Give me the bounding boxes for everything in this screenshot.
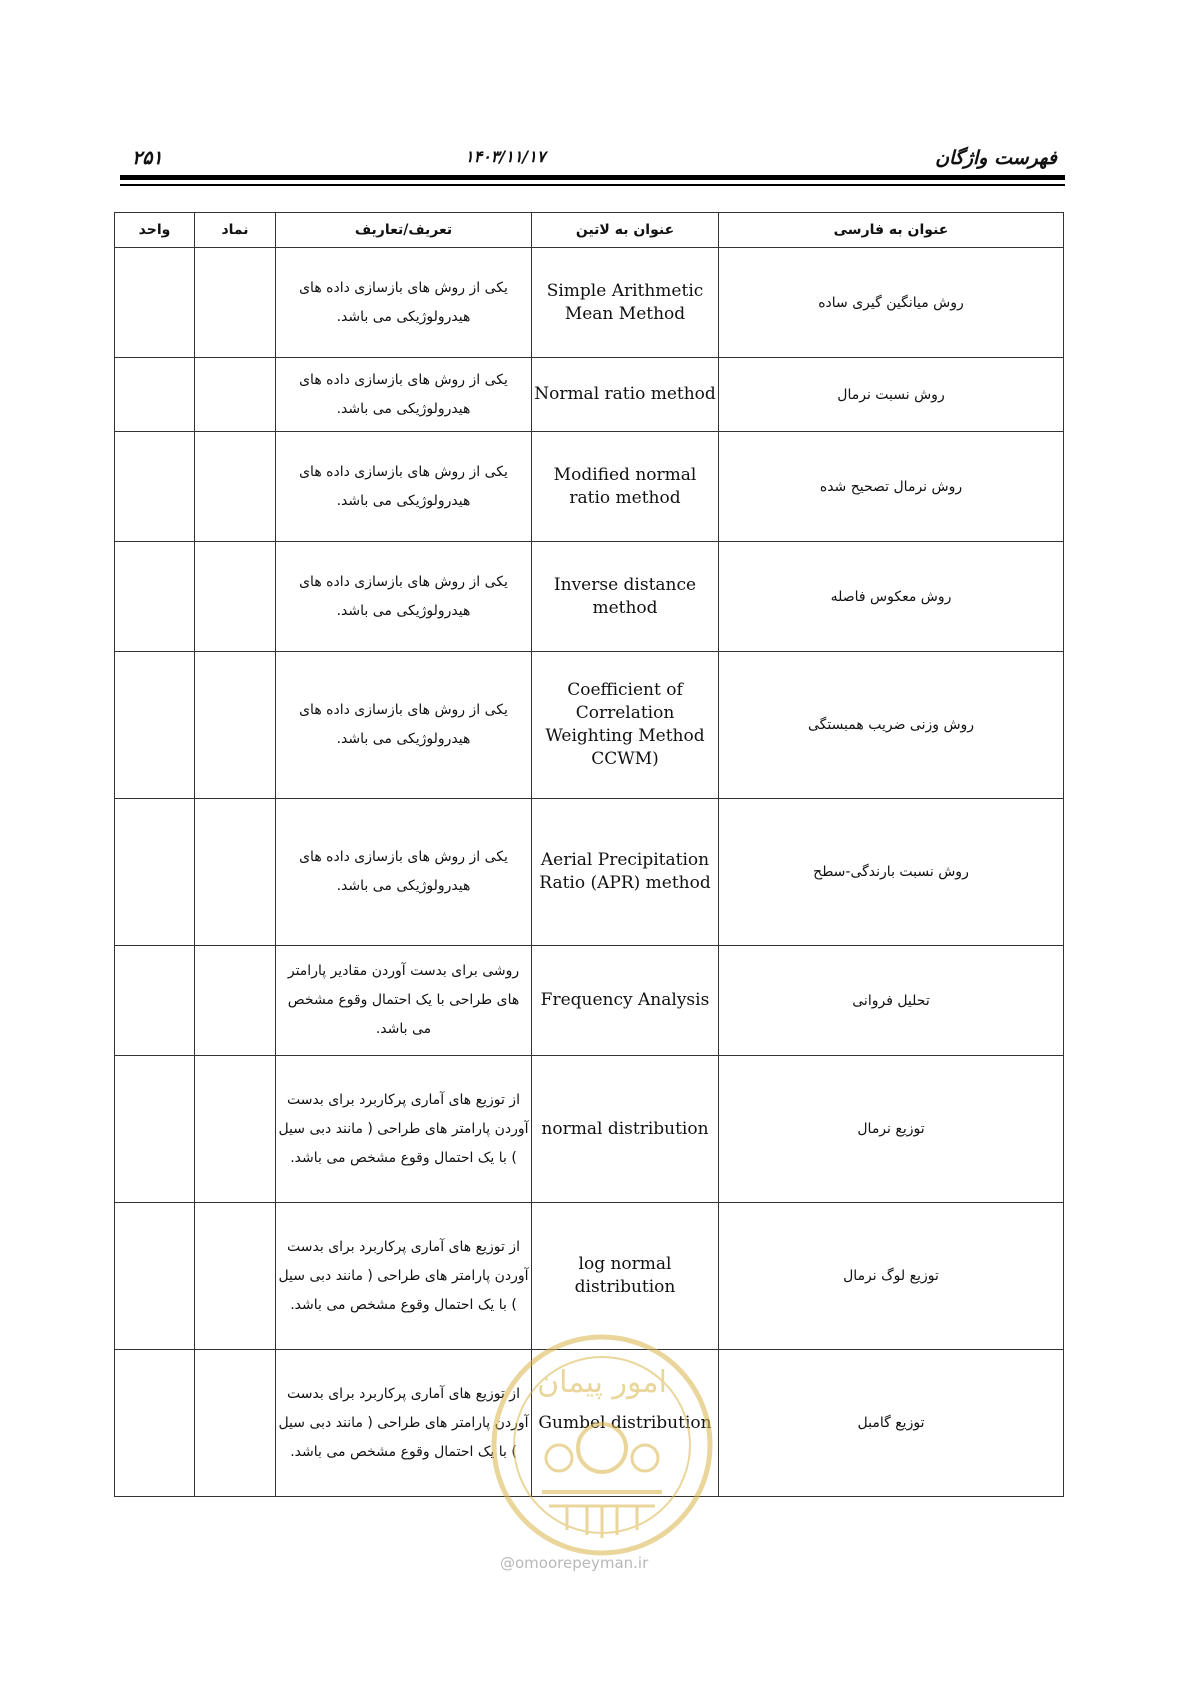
cell-symbol [195,946,276,1056]
table-header-row [115,213,1064,248]
table-row [115,946,1064,1056]
header-symbol: نماد [195,213,276,248]
seal-text: امور پیمان [537,1365,667,1400]
cell-fa-title: توزیع گامبل [719,1350,1064,1497]
cell-unit [115,542,195,652]
cell-definition: از توزیع های آماری پرکاربرد برای بدست آوردن پارامتر های طراحی ( مانند دبی سیل ) با یک احتمال وقوع مشخص می باشد. [276,1350,532,1497]
cell-fa-title: روش نسبت نرمال [719,358,1064,432]
cell-latin-title: Simple Arithmetic Mean Method [532,248,719,358]
table-row [115,358,1064,432]
table-row [115,652,1064,799]
cell-symbol [195,799,276,946]
table-row [115,1350,1064,1497]
page-number: ۲۵۱ [132,147,163,169]
cell-symbol [195,652,276,799]
cell-latin-title: normal distribution [532,1056,719,1203]
cell-fa-title: روش وزنی ضریب همبستگی [719,652,1064,799]
cell-unit [115,946,195,1056]
table-row [115,1203,1064,1350]
cell-unit [115,432,195,542]
cell-definition: از توزیع های آماری پرکاربرد برای بدست آوردن پارامتر های طراحی ( مانند دبی سیل ) با یک احتمال وقوع مشخص می باشد. [276,1203,532,1350]
at-icon: @ [500,1554,515,1572]
cell-latin-title: Inverse distance method [532,542,719,652]
cell-definition: یکی از روش های بازسازی داده های هیدرولوژیکی می باشد. [276,358,532,432]
cell-definition: یکی از روش های بازسازی داده های هیدرولوژیکی می باشد. [276,432,532,542]
cell-unit [115,799,195,946]
cell-symbol [195,358,276,432]
cell-fa-title: روش معکوس فاصله [719,542,1064,652]
cell-definition: یکی از روش های بازسازی داده های هیدرولوژیکی می باشد. [276,799,532,946]
page-title: فهرست واژگان [935,147,1057,169]
cell-latin-title: Aerial Precipitation Ratio (APR) method [532,799,719,946]
cell-symbol [195,542,276,652]
table-row [115,432,1064,542]
table-row [115,799,1064,946]
watermark-url-text: omoorepeyman.ir [515,1554,649,1572]
cell-unit [115,1350,195,1497]
cell-definition: روشی برای بدست آوردن مقادیر پارامتر های طراحی با یک احتمال وقوع مشخص می باشد. [276,946,532,1056]
cell-fa-title: تحلیل فروانی [719,946,1064,1056]
cell-symbol [195,1056,276,1203]
header-latin-title: عنوان به لاتین [532,213,719,248]
cell-symbol [195,1350,276,1497]
cell-unit [115,652,195,799]
cell-latin-title: Frequency Analysis [532,946,719,1056]
header-rule-thick [120,175,1065,180]
cell-symbol [195,1203,276,1350]
page-date: ۱۴۰۳/۱۱/۱۷ [465,147,546,166]
cell-definition: از توزیع های آماری پرکاربرد برای بدست آوردن پارامتر های طراحی ( مانند دبی سیل ) با یک احتمال وقوع مشخص می باشد. [276,1056,532,1203]
table-row [115,1056,1064,1203]
cell-latin-title: log normal distribution [532,1203,719,1350]
cell-definition: یکی از روش های بازسازی داده های هیدرولوژیکی می باشد. [276,542,532,652]
cell-latin-title: Gumbel distribution [532,1350,719,1497]
cell-symbol [195,248,276,358]
cell-definition: یکی از روش های بازسازی داده های هیدرولوژیکی می باشد. [276,248,532,358]
cell-symbol [195,432,276,542]
cell-unit [115,358,195,432]
cell-latin-title: Modified normal ratio method [532,432,719,542]
table-row [115,542,1064,652]
cell-fa-title: توزیع لوگ نرمال [719,1203,1064,1350]
cell-unit [115,248,195,358]
cell-fa-title: روش نرمال تصحیح شده [719,432,1064,542]
cell-latin-title: Normal ratio method [532,358,719,432]
cell-fa-title: روش نسبت بارندگی-سطح [719,799,1064,946]
cell-definition: یکی از روش های بازسازی داده های هیدرولوژیکی می باشد. [276,652,532,799]
watermark-url [500,1554,648,1572]
cell-fa-title: روش میانگین گیری ساده [719,248,1064,358]
header-fa-title: عنوان به فارسی [719,213,1064,248]
cell-unit [115,1056,195,1203]
cell-latin-title: Coefficient of Correlation Weighting Method CCWM) [532,652,719,799]
cell-fa-title: توزیع نرمال [719,1056,1064,1203]
header-definition: تعریف/تعاریف [276,213,532,248]
cell-unit [115,1203,195,1350]
table-row [115,248,1064,358]
page-header [120,145,1065,175]
header-unit: واحد [115,213,195,248]
header-rule-thin [120,184,1065,186]
glossary-table [114,212,1064,1497]
